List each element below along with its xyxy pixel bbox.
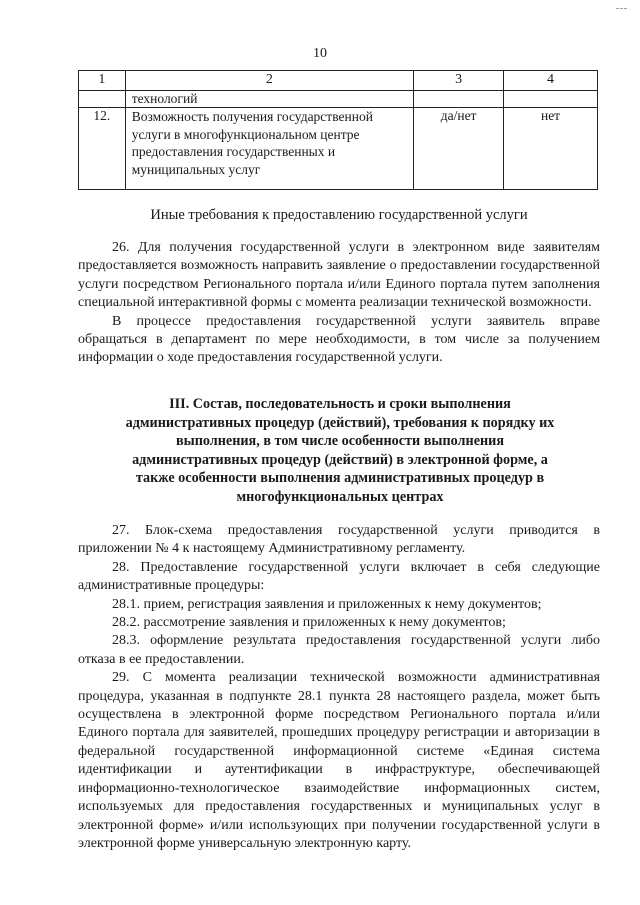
row-col4 <box>504 91 598 108</box>
table-row <box>79 108 598 190</box>
row-number: 12. <box>79 108 126 190</box>
header-cell: 4 <box>504 71 598 91</box>
row-text: технологий <box>125 91 413 108</box>
paragraph: 27. Блок-схема предоставления государственной услуги приводится в приложении № 4 к настоящему Административному регламенту. <box>78 523 600 557</box>
paragraph: 26. Для получения государственной услуги в электронном виде заявителям предоставляется возможность направить заявление о предоставлении государственной услуги посредством Регионального портала и/или Единого портала путем заполнения специальной интерактивной формы с момента реализации технической возможности. <box>78 240 600 311</box>
paragraph: 28. Предоставление государственной услуги включает в себя следующие административные процедуры: <box>78 559 600 594</box>
row-number <box>79 91 126 108</box>
page-number: 10 <box>313 46 327 61</box>
header-cell: 2 <box>125 71 413 91</box>
requirements-table <box>78 70 598 190</box>
row-col3: да/нет <box>414 108 504 190</box>
table-row <box>79 91 598 108</box>
row-col4: нет <box>504 108 598 190</box>
corner-mark: ˉˉˉ <box>616 6 628 16</box>
header-cell: 3 <box>414 71 504 91</box>
paragraph: В процессе предоставления государственной услуги заявитель вправе обращаться в департамент по мере необходимости, в том числе за получением информации о ходе предоставления государственной услуги. <box>78 313 600 366</box>
row-col3 <box>414 91 504 108</box>
table-header-row <box>79 71 598 91</box>
section-heading: III. Состав, последовательность и сроки выполнения административных процедур (действий), требования к порядку их выполнения, в том числе особенности выполнения административных процедур (действий) в электронной форме, а также особенности выполнения административных процедур в многофункциональных центрах <box>125 396 555 505</box>
header-cell: 1 <box>79 71 126 91</box>
text-block-b <box>78 522 600 853</box>
paragraph: 29. С момента реализации технической возможности административная процедура, указанная в подпункте 28.1 пункта 28 настоящего раздела, может быть осуществлена в электронной форме посредством Регионального портала и/или Единого портала для заявителей, прошедших процедуру регистрации и авторизации в федеральной государственной информационной системе «Единая система идентификации и аутентификации в инфраструктуре, обеспечивающей информационно-технологическое взаимодействие информационных систем, используемых для предоставления государственных и муниципальных услуг в электронной форме» и/или использующих при получении государственной услуги в электронной форме универсальную электронную карту. <box>78 670 600 851</box>
paragraph: 28.1. прием, регистрация заявления и приложенных к нему документов; <box>112 596 542 612</box>
subtitle: Иные требования к предоставлению государственной услуги <box>150 207 528 223</box>
text-block-a <box>78 239 600 368</box>
row-text: Возможность получения государственной услуги в многофункциональном центре предоставления государственных и муниципальных услуг <box>125 108 413 190</box>
paragraph: 28.2. рассмотрение заявления и приложенных к нему документов; <box>112 615 506 631</box>
paragraph: 28.3. оформление результата предоставления государственной услуги либо отказа в ее предоставлении. <box>78 633 600 667</box>
